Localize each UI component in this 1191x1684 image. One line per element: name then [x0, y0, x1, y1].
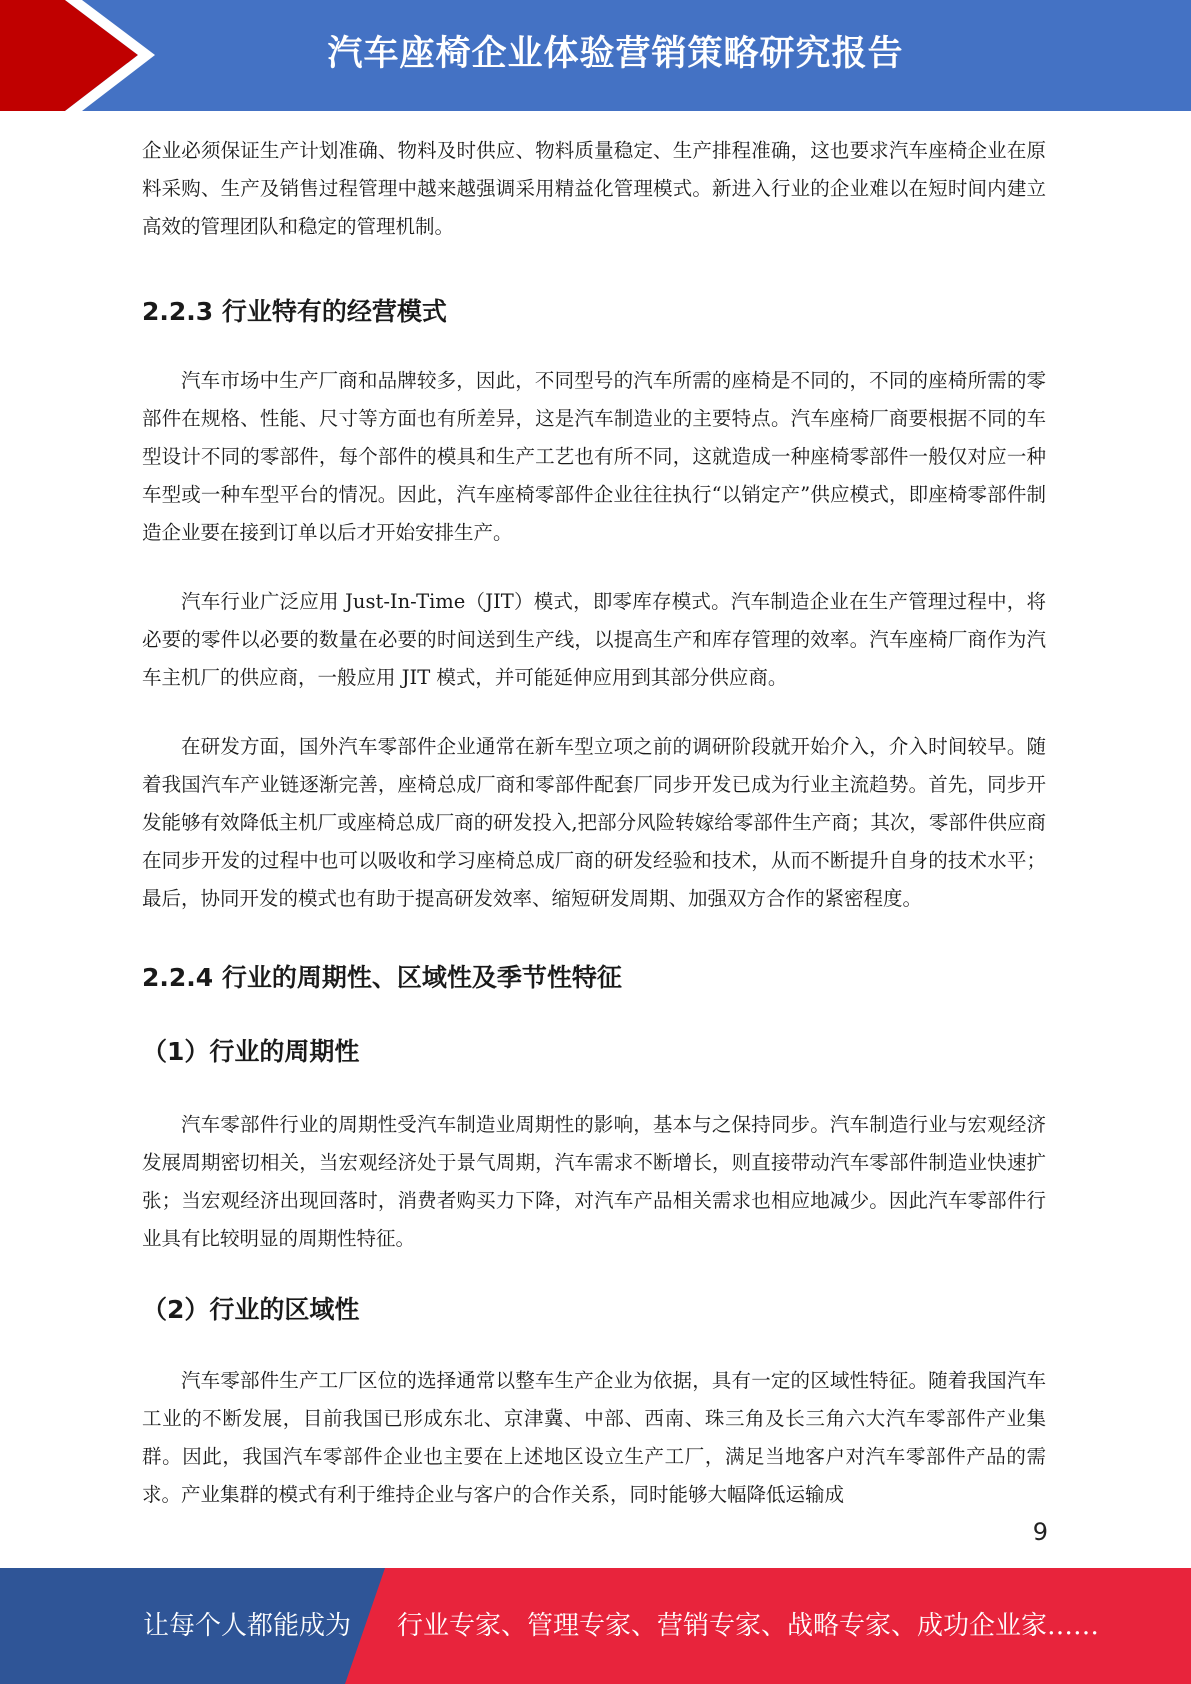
document-body [142, 132, 1046, 1514]
page-number: 9 [1032, 1518, 1048, 1546]
page-header [0, 0, 1191, 111]
paragraph-continuation: 企业必须保证生产计划准确、物料及时供应、物料质量稳定、生产排程准确，这也要求汽车座椅企业在原料采购、生产及销售过程管理中越来越强调采用精益化管理模式。新进入行业的企业难以在短时间内建立高效的管理团队和稳定的管理机制。 [142, 139, 1046, 238]
paragraph-regionality: 汽车零部件生产工厂区位的选择通常以整车生产企业为依据，具有一定的区域性特征。随着我国汽车工业的不断发展，目前我国已形成东北、京津冀、中部、西南、珠三角及长三角六大汽车零部件产业集群。因此，我国汽车零部件企业也主要在上述地区设立生产工厂，满足当地客户对汽车零部件产品的需求。产业集群的模式有利于维持企业与客户的合作关系，同时能够大幅降低运输成 [142, 1369, 1046, 1506]
footer-slogan-left: 让每个人都能成为 [143, 1611, 352, 1641]
footer-slogan-right: 行业专家、管理专家、营销专家、战略专家、成功企业家…… [397, 1611, 1100, 1641]
paragraph-jit: 汽车行业广泛应用 Just-In-Time（JIT）模式，即零库存模式。汽车制造企业在生产管理过程中，将必要的零件以必要的数量在必要的时间送到生产线，以提高生产和库存管理的效率。汽车座椅厂商作为汽车主机厂的供应商，一般应用 JIT 模式，并可能延伸应用到其部分供应商。 [142, 590, 1046, 689]
paragraph-business-model: 汽车市场中生产厂商和品牌较多，因此，不同型号的汽车所需的座椅是不同的，不同的座椅所需的零部件在规格、性能、尺寸等方面也有所差异，这是汽车制造业的主要特点。汽车座椅厂商要根据不同的车型设计不同的零部件，每个部件的模具和生产工艺也有所不同，这就造成一种座椅零部件一般仅对应一种车型或一种车型平台的情况。因此，汽车座椅零部件企业往往执行“以销定产”供应模式，即座椅零部件制造企业要在接到订单以后才开始安排生产。 [142, 369, 1046, 544]
paragraph-cyclicality: 汽车零部件行业的周期性受汽车制造业周期性的影响，基本与之保持同步。汽车制造行业与宏观经济发展周期密切相关，当宏观经济处于景气周期，汽车需求不断增长，则直接带动汽车零部件制造业快速扩张；当宏观经济出现回落时，消费者购买力下降，对汽车产品相关需求也相应地减少。因此汽车零部件行业具有比较明显的周期性特征。 [142, 1113, 1046, 1250]
report-title: 汽车座椅企业体验营销策略研究报告 [327, 34, 904, 74]
page-footer [0, 1568, 1191, 1684]
section-heading-2-2-4: 2.2.4 行业的周期性、区域性及季节性特征 [142, 963, 622, 992]
section-heading-2-2-3: 2.2.3 行业特有的经营模式 [142, 297, 447, 326]
subheading-cyclicality: （1）行业的周期性 [142, 1037, 360, 1066]
paragraph-rnd: 在研发方面，国外汽车零部件企业通常在新车型立项之前的调研阶段就开始介入，介入时间较早。随着我国汽车产业链逐渐完善，座椅总成厂商和零部件配套厂同步开发已成为行业主流趋势。首先，同步开发能够有效降低主机厂或座椅总成厂商的研发投入,把部分风险转嫁给零部件生产商；其次，零部件供应商在同步开发的过程中也可以吸收和学习座椅总成厂商的研发经验和技术，从而不断提升自身的技术水平；最后，协同开发的模式也有助于提高研发效率、缩短研发周期、加强双方合作的紧密程度。 [142, 735, 1046, 910]
subheading-regionality: （2）行业的区域性 [142, 1295, 360, 1324]
